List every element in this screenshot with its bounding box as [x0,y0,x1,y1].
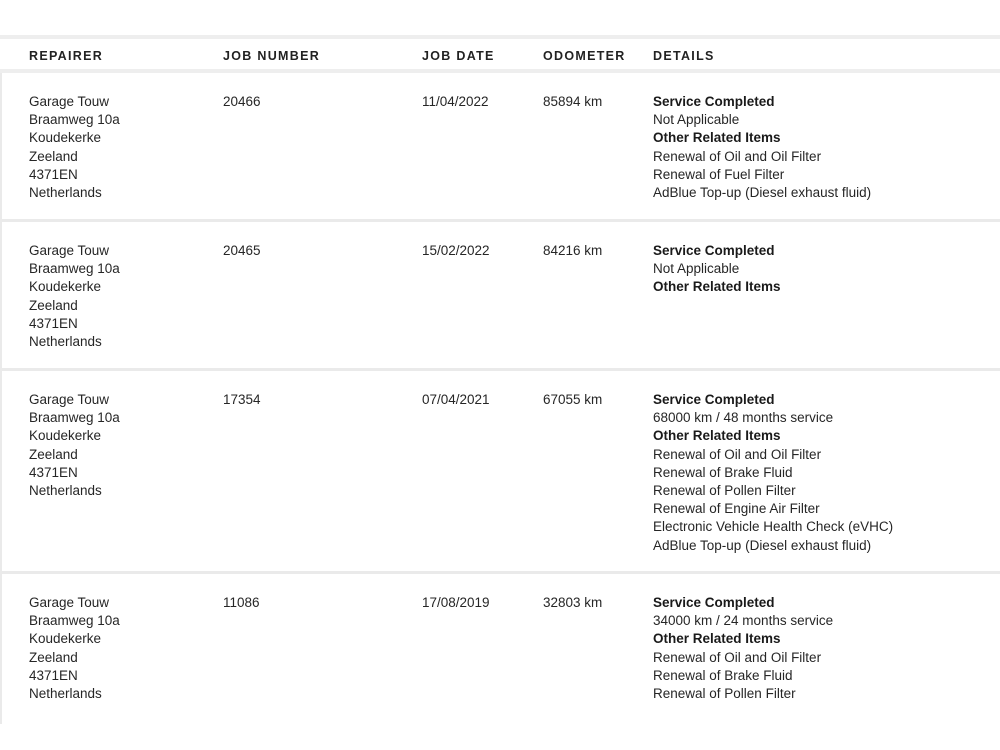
repairer-cell [29,242,120,351]
service-completed-value: 68000 km / 48 months service [653,410,834,426]
repairer-address-line: 4371EN [29,464,78,480]
repairer-address-line: Zeeland [29,148,78,164]
details-cell [653,391,893,555]
odometer-reading: 32803 km [543,595,603,610]
repairer-cell [29,93,120,202]
other-related-items-label: Other Related Items [653,130,781,146]
header-job-number: JOB NUMBER [223,49,321,63]
job-date-cell [422,93,489,111]
related-item: AdBlue Top-up (Diesel exhaust fluid) [653,537,872,553]
other-related-items-label: Other Related Items [653,428,781,444]
odometer-cell [543,93,602,111]
row-left-rule [0,222,2,368]
repairer-address-line: 4371EN [29,667,78,683]
service-completed-value: 34000 km / 24 months service [653,613,834,629]
related-item: Renewal of Brake Fluid [653,464,793,480]
table-row [0,222,1000,371]
other-related-items-label: Other Related Items [653,631,781,647]
header-job-date: JOB DATE [422,49,495,63]
repairer-address-line: Garage Touw [29,595,110,610]
details-cell [653,93,871,202]
odometer-cell [543,242,602,260]
repairer-address-line: Braamweg 10a [29,261,120,277]
row-left-rule [0,73,2,219]
job-number: 11086 [223,595,260,610]
repairer-address-line: Koudekerke [29,428,102,444]
repairer-address-line: Braamweg 10a [29,613,120,629]
repairer-address-line: Braamweg 10a [29,112,120,128]
job-date-cell [422,594,490,612]
related-item: Renewal of Oil and Oil Filter [653,148,822,164]
job-number: 20465 [223,243,261,258]
table-row [0,371,1000,574]
other-related-items-label: Other Related Items [653,279,781,295]
service-completed-value: Not Applicable [653,261,740,277]
service-completed-value: Not Applicable [653,112,740,128]
service-completed-label: Service Completed [653,243,775,258]
repairer-address-line: Garage Touw [29,243,110,258]
related-item: Renewal of Oil and Oil Filter [653,446,822,462]
row-left-rule [0,574,2,724]
job-date-cell [422,242,490,260]
job-date: 15/02/2022 [422,243,490,258]
header-details: DETAILS [653,49,715,63]
repairer-address-line: Netherlands [29,334,102,350]
details-cell [653,594,833,703]
related-item: AdBlue Top-up (Diesel exhaust fluid) [653,185,872,201]
repairer-address-line: Braamweg 10a [29,410,120,426]
job-date-cell [422,391,490,409]
repairer-address-line: Koudekerke [29,279,102,295]
table-row [0,73,1000,222]
related-item: Renewal of Pollen Filter [653,483,796,499]
job-date: 11/04/2022 [422,94,489,109]
related-item: Renewal of Brake Fluid [653,667,793,683]
odometer-reading: 67055 km [543,392,603,407]
header-repairer: REPAIRER [29,49,104,63]
service-completed-label: Service Completed [653,94,775,109]
repairer-address-line: Netherlands [29,185,102,201]
repairer-address-line: Garage Touw [29,94,110,109]
repairer-address-line: Koudekerke [29,130,102,146]
table-header [0,35,1000,73]
odometer-cell [543,594,602,612]
odometer-cell [543,391,602,409]
odometer-reading: 84216 km [543,243,603,258]
table-row [0,574,1000,724]
service-history-table [0,35,1000,724]
repairer-address-line: 4371EN [29,315,78,331]
related-item: Renewal of Fuel Filter [653,166,785,182]
repairer-cell [29,594,120,703]
service-completed-label: Service Completed [653,595,775,610]
related-item: Renewal of Oil and Oil Filter [653,649,822,665]
odometer-reading: 85894 km [543,94,603,109]
repairer-address-line: Zeeland [29,649,78,665]
table-body [0,73,1000,724]
row-left-rule [0,371,2,571]
related-item: Renewal of Engine Air Filter [653,501,820,517]
details-cell [653,242,781,297]
repairer-cell [29,391,120,500]
repairer-address-line: Netherlands [29,686,102,702]
repairer-address-line: Netherlands [29,483,102,499]
job-number-cell [223,242,261,260]
job-date: 17/08/2019 [422,595,490,610]
repairer-address-line: 4371EN [29,166,78,182]
repairer-address-line: Garage Touw [29,392,110,407]
related-item: Renewal of Pollen Filter [653,686,796,702]
job-number: 17354 [223,392,261,407]
job-number: 20466 [223,94,261,109]
repairer-address-line: Koudekerke [29,631,102,647]
job-date: 07/04/2021 [422,392,490,407]
service-completed-label: Service Completed [653,392,775,407]
job-number-cell [223,391,261,409]
related-item: Electronic Vehicle Health Check (eVHC) [653,519,894,535]
job-number-cell [223,594,260,612]
repairer-address-line: Zeeland [29,446,78,462]
header-odometer: ODOMETER [543,49,626,63]
job-number-cell [223,93,261,111]
repairer-address-line: Zeeland [29,297,78,313]
